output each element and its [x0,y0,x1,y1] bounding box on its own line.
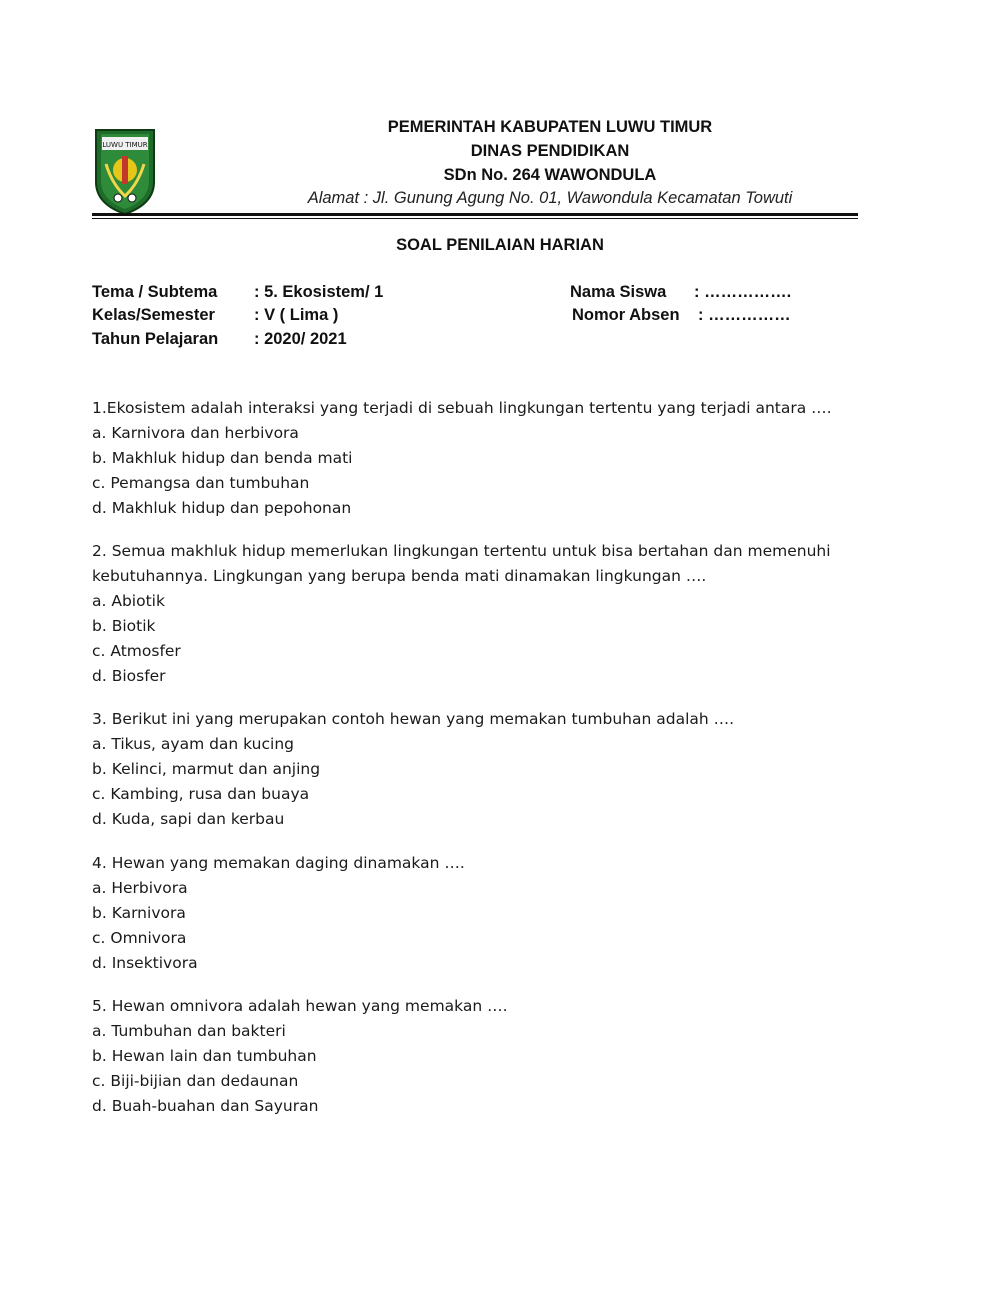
option-a: a. Herbivora [92,879,188,897]
header-school: SDn No. 264 WAWONDULA [443,166,657,184]
meta-tahun-value: : 2020/ 2021 [254,330,347,348]
meta-tahun-label: Tahun Pelajaran [92,330,219,348]
meta-tema [92,283,383,302]
question-stem: 3. Berikut ini yang merupakan contoh hewan yang memakan tumbuhan adalah …. [92,710,735,728]
meta-kelas-label: Kelas/Semester [92,306,215,324]
option-d: d. Biosfer [92,667,166,685]
meta-tema-label: Tema / Subtema [92,283,218,301]
question-3 [92,707,892,832]
option-d: d. Makhluk hidup dan pepohonan [92,499,352,517]
logo-text: LUWU TIMUR [102,141,148,149]
option-c: c. Biji-bijian dan dedaunan [92,1072,299,1090]
option-d: d. Kuda, sapi dan kerbau [92,810,285,828]
meta-nama-value: : ……………. [694,283,792,301]
meta-absen-value: : …………… [698,306,791,324]
meta-nama [570,283,791,302]
question-stem: 5. Hewan omnivora adalah hewan yang memakan …. [92,997,508,1015]
option-b: b. Hewan lain dan tumbuhan [92,1047,317,1065]
option-d: d. Buah-buahan dan Sayuran [92,1097,319,1115]
meta-nama-label: Nama Siswa [570,283,667,301]
option-b: b. Makhluk hidup dan benda mati [92,449,353,467]
option-b: b. Karnivora [92,904,186,922]
option-b: b. Kelinci, marmut dan anjing [92,760,321,778]
meta-kelas-value: : V ( Lima ) [254,306,339,324]
question-5 [92,994,892,1119]
option-c: c. Kambing, rusa dan buaya [92,785,310,803]
option-c: c. Pemangsa dan tumbuhan [92,474,310,492]
meta-tema-value: : 5. Ekosistem/ 1 [254,283,384,301]
meta-kelas [92,306,338,325]
question-1 [92,396,892,521]
question-stem: 4. Hewan yang memakan daging dinamakan …. [92,854,465,872]
option-c: c. Omnivora [92,929,187,947]
option-b: b. Biotik [92,617,156,635]
meta-tahun [92,330,347,349]
header-rule [92,213,858,216]
option-a: a. Tikus, ayam dan kucing [92,735,294,753]
option-a: a. Tumbuhan dan bakteri [92,1022,286,1040]
option-a: a. Karnivora dan herbivora [92,424,299,442]
question-2 [92,539,892,689]
header-rule-thin [92,218,858,219]
question-4 [92,851,892,976]
meta-absen-label: Nomor Absen [572,306,680,324]
page-title: SOAL PENILAIAN HARIAN [396,236,604,254]
question-stem: 1.Ekosistem adalah interaksi yang terjadi di sebuah lingkungan tertentu yang terjadi antara …. [92,399,832,417]
header-address: Alamat : Jl. Gunung Agung No. 01, Wawondula Kecamatan Towuti [307,189,793,207]
question-stem: 2. Semua makhluk hidup memerlukan lingkungan tertentu untuk bisa bertahan dan memenuhi kebutuhannya. Lingkungan yang berupa benda mati dinamakan lingkungan …. [92,542,831,585]
option-c: c. Atmosfer [92,642,181,660]
header-department: DINAS PENDIDIKAN [470,142,630,160]
option-a: a. Abiotik [92,592,165,610]
option-d: d. Insektivora [92,954,198,972]
header-government: PEMERINTAH KABUPATEN LUWU TIMUR [387,118,713,136]
meta-absen [572,306,791,325]
regency-logo [92,124,158,216]
